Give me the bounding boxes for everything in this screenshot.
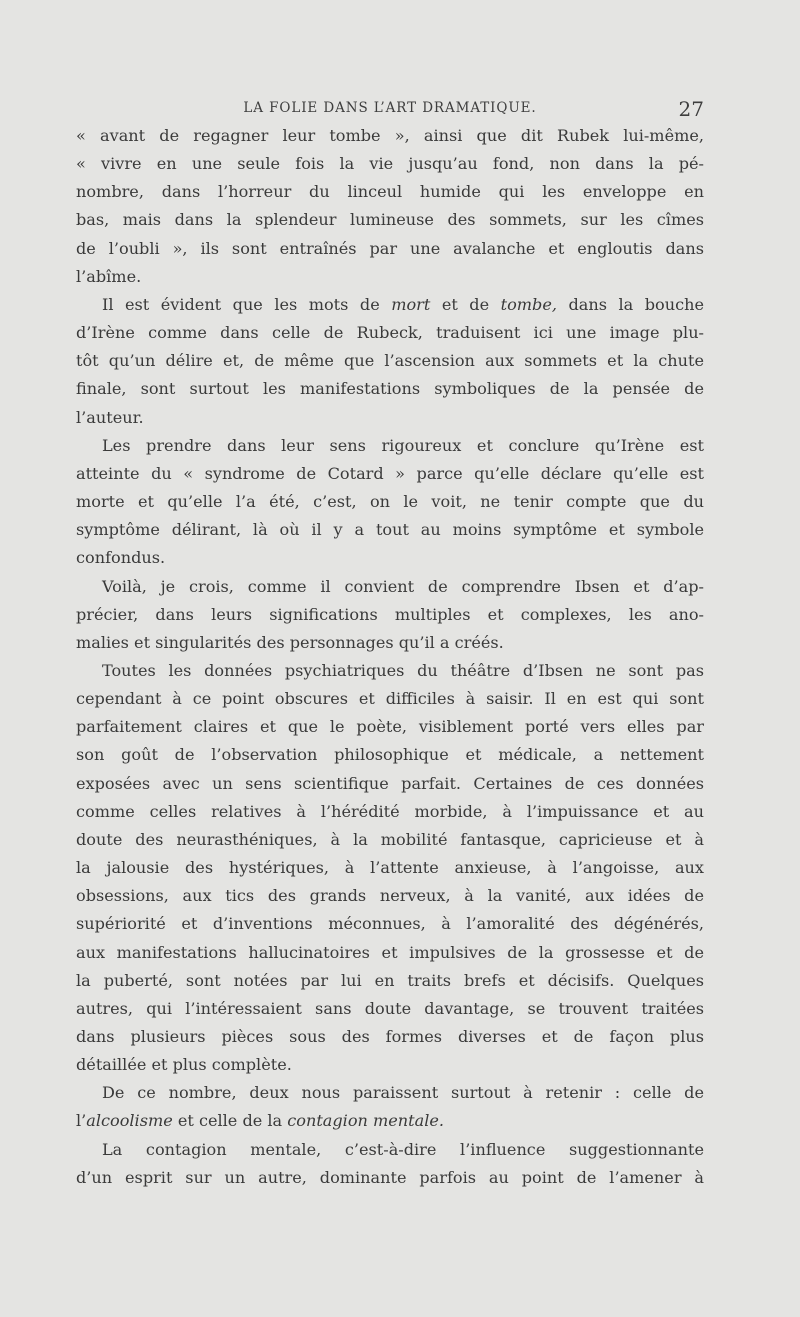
italic-text: alcoolisme	[86, 1111, 173, 1131]
text-segment: l’abîme.	[76, 266, 142, 286]
text-segment: De ce nombre, deux nous paraissent surtout à retenir : celle de	[102, 1083, 704, 1103]
italic-text: contagion mentale.	[287, 1111, 444, 1131]
text-line	[76, 741, 704, 769]
paragraph	[76, 1136, 704, 1192]
text-line	[76, 798, 704, 826]
text-line	[76, 826, 704, 854]
text-segment: de l’oubli », ils sont entraînés par une avalanche et engloutis dans	[76, 238, 704, 258]
text-line	[76, 488, 704, 516]
text-segment: dans la bouche	[557, 294, 704, 314]
text-line	[76, 573, 704, 601]
text-segment: dans plusieurs pièces sous des formes diverses et de façon plus	[76, 1027, 704, 1046]
text-line	[76, 235, 704, 263]
text-segment: exposées avec un sens scientifique parfait. Certaines de ces données	[76, 773, 704, 793]
text-line	[76, 685, 704, 713]
text-line	[76, 516, 704, 544]
text-segment: bas, mais dans la splendeur lumineuse des sommets, sur les cîmes	[76, 210, 704, 230]
italic-text: mort	[391, 294, 431, 314]
text-segment: supériorité et d’inventions méconnues, à l’amoralité des dégénérés,	[76, 914, 704, 934]
text-segment: Il est évident que les mots de	[102, 294, 392, 314]
text-segment: « avant de regagner leur tombe », ainsi que dit Rubek lui-même,	[76, 126, 704, 145]
text-line	[76, 1136, 704, 1164]
text-line	[76, 432, 704, 460]
text-line	[76, 263, 704, 291]
text-segment: l’auteur.	[76, 407, 144, 427]
text-segment: obsessions, aux tics des grands nerveux, à la vanité, aux idées de	[76, 886, 704, 906]
running-title: LA FOLIE DANS L’ART DRAMATIQUE.	[243, 100, 537, 116]
text-segment: confondus.	[76, 548, 166, 568]
text-line	[76, 319, 704, 347]
text-line	[76, 629, 704, 657]
text-segment: atteinte du « syndrome de Cotard » parce qu’elle déclare qu’elle est	[76, 463, 704, 483]
text-segment: l’	[76, 1111, 87, 1131]
text-line	[76, 122, 704, 150]
text-segment: et celle de la	[172, 1111, 288, 1131]
text-line	[76, 995, 704, 1023]
paragraph	[76, 291, 704, 432]
text-line	[76, 1051, 704, 1079]
text-segment: La contagion mentale, c’est-à-dire l’influence suggestionnante	[102, 1139, 704, 1159]
text-segment: son goût de l’observation philosophique et médicale, a nettement	[76, 745, 704, 765]
text-line	[76, 939, 704, 967]
text-line	[76, 404, 704, 432]
text-line	[76, 1023, 704, 1051]
text-segment: comme celles relatives à l’hérédité morbide, à l’impuissance et au	[76, 801, 704, 821]
text-line	[76, 544, 704, 572]
text-segment: malies et singularités des personnages qu’il a créés.	[76, 632, 504, 652]
text-segment: la jalousie des hystériques, à l’attente anxieuse, à l’angoisse, aux	[76, 858, 704, 878]
italic-text: tombe,	[500, 294, 557, 314]
book-page	[76, 96, 704, 1192]
text-segment: finale, sont surtout les manifestations symboliques de la pensée de	[76, 379, 704, 399]
text-line	[76, 1164, 704, 1192]
text-segment: nombre, dans l’horreur du linceul humide qui les enveloppe en	[76, 182, 704, 202]
text-segment: symptôme délirant, là où il y a tout au moins symptôme et symbole	[76, 520, 704, 540]
text-line	[76, 178, 704, 206]
text-segment: « vivre en une seule fois la vie jusqu’au fond, non dans la pé-	[76, 154, 704, 174]
text-line	[76, 601, 704, 629]
text-segment: doute des neurasthéniques, à la mobilité fantasque, capricieuse et à	[76, 829, 704, 849]
body-text	[76, 122, 704, 1192]
text-segment: Voilà, je crois, comme il convient de comprendre Ibsen et d’ap-	[102, 576, 704, 596]
paragraph	[76, 573, 704, 657]
text-line	[76, 967, 704, 995]
text-segment: morte et qu’elle l’a été, c’est, on le voit, ne tenir compte que du	[76, 492, 704, 512]
text-segment: et de	[430, 294, 501, 314]
paragraph	[76, 432, 704, 573]
text-segment: d’Irène comme dans celle de Rubeck, traduisent ici une image plu-	[76, 323, 704, 343]
text-line	[76, 1107, 704, 1135]
text-segment: tôt qu’un délire et, de même que l’ascension aux sommets et la chute	[76, 351, 704, 371]
text-line	[76, 347, 704, 375]
text-line	[76, 657, 704, 685]
text-line	[76, 854, 704, 882]
text-line	[76, 375, 704, 403]
paragraph	[76, 122, 704, 291]
page-number: 27	[678, 97, 704, 121]
text-segment: autres, qui l’intéressaient sans doute davantage, se trouvent traitées	[76, 998, 704, 1018]
text-line	[76, 150, 704, 178]
paragraph	[76, 657, 704, 1079]
text-segment: cependant à ce point obscures et difficiles à saisir. Il en est qui sont	[76, 689, 704, 709]
running-header	[76, 96, 704, 122]
text-segment: d’un esprit sur un autre, dominante parfois au point de l’amener à	[76, 1167, 704, 1187]
text-segment: parfaitement claires et que le poète, visiblement porté vers elles par	[76, 717, 704, 737]
text-segment: détaillée et plus complète.	[76, 1055, 292, 1075]
text-line	[76, 910, 704, 938]
text-segment: précier, dans leurs significations multiples et complexes, les ano-	[76, 604, 704, 624]
text-line	[76, 713, 704, 741]
text-segment: Toutes les données psychiatriques du théâtre d’Ibsen ne sont pas	[102, 660, 704, 680]
text-line	[76, 770, 704, 798]
text-line	[76, 882, 704, 910]
text-line	[76, 291, 704, 319]
text-segment: Les prendre dans leur sens rigoureux et conclure qu’Irène est	[102, 435, 704, 455]
text-segment: la puberté, sont notées par lui en traits brefs et décisifs. Quelques	[76, 970, 704, 990]
paragraph	[76, 1079, 704, 1135]
text-line	[76, 460, 704, 488]
text-line	[76, 206, 704, 234]
text-segment: aux manifestations hallucinatoires et impulsives de la grossesse et de	[76, 942, 704, 962]
text-line	[76, 1079, 704, 1107]
